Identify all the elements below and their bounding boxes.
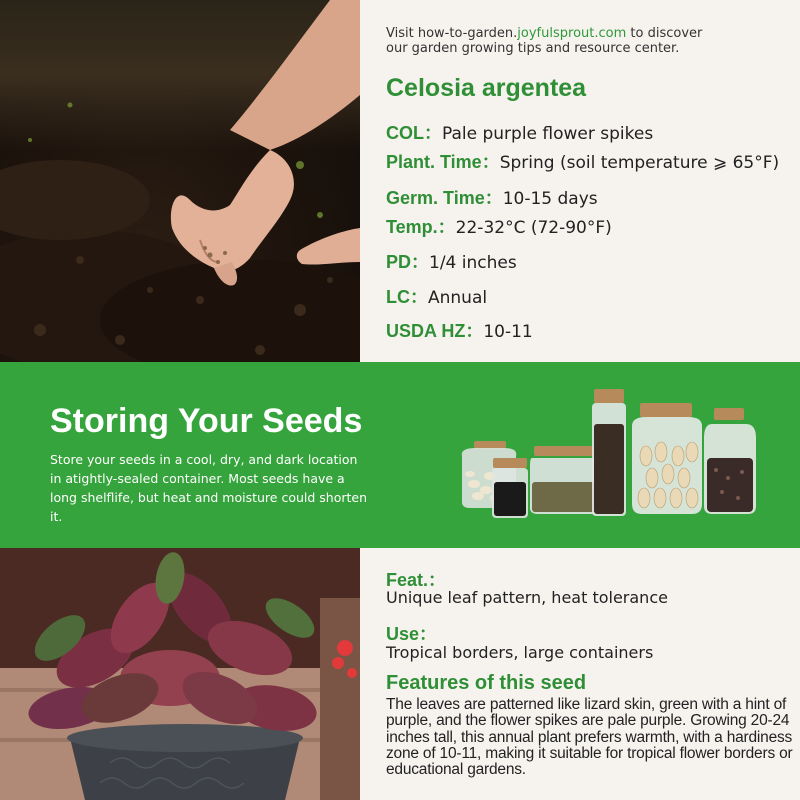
attribute-key: PD： xyxy=(386,252,430,272)
attribute-key: Temp.： xyxy=(386,217,456,237)
attribute-planting-depth xyxy=(386,248,517,274)
use-value: Tropical borders, large containers xyxy=(386,643,654,662)
attribute-value: 10-15 days xyxy=(502,189,598,209)
storing-text: Store your seeds in a cool, dry, and dark location in atightly-sealed container. Most seeds have a long shelflife, but heat and moisture could shorten it. xyxy=(50,452,368,524)
attribute-key: Plant. Time： xyxy=(386,152,500,172)
soil-hand-illustration xyxy=(0,0,360,362)
visit-suffix: to discover xyxy=(626,26,703,41)
potted-plant-illustration xyxy=(0,548,360,800)
plant-name: Celosia argentea xyxy=(386,74,587,102)
attribute-value: Pale purple flower spikes xyxy=(442,124,654,144)
visit-website-notice xyxy=(386,26,786,56)
attribute-value: 10-11 xyxy=(483,322,533,342)
attribute-value: 22-32°C (72-90°F) xyxy=(455,218,612,238)
attribute-value: Spring (soil temperature ⩾ 65°F) xyxy=(499,153,780,173)
attribute-plant-time xyxy=(386,148,779,174)
attribute-value: 1/4 inches xyxy=(429,253,517,273)
storing-title: Storing Your Seeds xyxy=(50,402,363,440)
feat-label: Feat.： xyxy=(386,570,447,590)
attribute-key: LC： xyxy=(386,287,428,307)
attribute-color xyxy=(386,119,653,145)
features-title: Features of this seed xyxy=(386,672,587,694)
visit-prefix: Visit how-to-garden. xyxy=(386,26,518,41)
website-link[interactable]: joyfulsprout.com xyxy=(517,26,627,41)
use-label: Use： xyxy=(386,624,438,644)
attribute-key: COL： xyxy=(386,123,442,143)
attribute-value: Annual xyxy=(428,288,488,308)
attribute-life-cycle xyxy=(386,283,487,309)
attribute-usda-zone xyxy=(386,317,533,343)
feat-value: Unique leaf pattern, heat tolerance xyxy=(386,588,668,607)
features-text: The leaves are patterned like lizard skin, green with a hint of purple, and the flower spikes are pale purple. Growing 20-24 inches tall, this annual plant prefers warmth, with a hardiness zone of 10-11, making it suitable for tropical flower borders or educational gardens. xyxy=(386,696,793,779)
visit-line-2: our garden growing tips and resource center. xyxy=(386,41,680,56)
potted-plant-photo xyxy=(0,548,360,800)
attribute-key: USDA HZ： xyxy=(386,321,484,341)
attribute-key: Germ. Time： xyxy=(386,188,503,208)
attribute-germination-time xyxy=(386,184,598,210)
soil-hand-photo xyxy=(0,0,360,362)
attribute-temperature xyxy=(386,213,612,239)
seed-jars-image xyxy=(456,386,760,522)
